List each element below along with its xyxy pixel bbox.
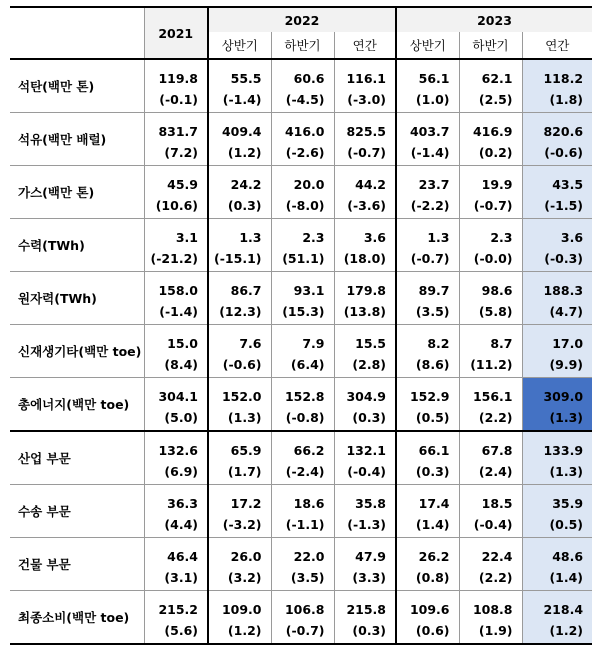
change-cell: (-8.0) <box>271 192 334 219</box>
value-cell: 23.7 <box>396 166 459 193</box>
value-cell: 108.8 <box>459 591 522 618</box>
value-cell: 86.7 <box>208 272 271 299</box>
change-cell: (4.7) <box>522 298 592 325</box>
value-cell: 152.8 <box>271 378 334 405</box>
value-cell: 215.8 <box>334 591 396 618</box>
header-2022-h2: 하반기 <box>271 32 334 59</box>
change-cell: (3.3) <box>334 564 396 591</box>
header-2023-annual: 연간 <box>522 32 592 59</box>
table-row-values <box>10 591 592 618</box>
energy-statistics-table <box>10 6 592 645</box>
change-cell: (-0.8) <box>271 404 334 431</box>
change-cell: (-0.0) <box>459 245 522 272</box>
value-cell: 118.2 <box>522 59 592 86</box>
value-cell: 156.1 <box>459 378 522 405</box>
change-cell: (15.3) <box>271 298 334 325</box>
value-cell: 416.9 <box>459 113 522 140</box>
change-cell: (-2.2) <box>396 192 459 219</box>
header-year-2021: 2021 <box>144 7 208 59</box>
change-cell: (10.6) <box>144 192 208 219</box>
change-cell: (1.2) <box>208 139 271 166</box>
change-cell: (9.9) <box>522 351 592 378</box>
value-cell: 831.7 <box>144 113 208 140</box>
change-cell: (0.2) <box>459 139 522 166</box>
value-cell: 820.6 <box>522 113 592 140</box>
value-cell: 89.7 <box>396 272 459 299</box>
value-cell: 44.2 <box>334 166 396 193</box>
change-cell: (-0.3) <box>522 245 592 272</box>
change-cell: (0.3) <box>208 192 271 219</box>
table-row-values <box>10 272 592 299</box>
change-cell: (1.4) <box>396 511 459 538</box>
change-cell: (12.3) <box>208 298 271 325</box>
value-cell: 46.4 <box>144 538 208 565</box>
header-year-2022: 2022 <box>208 7 396 32</box>
value-cell: 18.6 <box>271 485 334 512</box>
value-cell: 2.3 <box>271 219 334 246</box>
table-row-values <box>10 378 592 405</box>
change-cell: (0.5) <box>522 511 592 538</box>
change-cell: (-15.1) <box>208 245 271 272</box>
change-cell: (2.5) <box>459 86 522 113</box>
value-cell: 36.3 <box>144 485 208 512</box>
change-cell: (8.6) <box>396 351 459 378</box>
value-cell: 66.1 <box>396 431 459 458</box>
change-cell: (4.4) <box>144 511 208 538</box>
change-cell: (5.0) <box>144 404 208 431</box>
change-cell: (51.1) <box>271 245 334 272</box>
table-row-values <box>10 485 592 512</box>
change-cell: (5.6) <box>144 617 208 644</box>
change-cell: (2.8) <box>334 351 396 378</box>
change-cell: (-1.4) <box>208 86 271 113</box>
value-cell: 62.1 <box>459 59 522 86</box>
change-cell: (6.4) <box>271 351 334 378</box>
row-label: 수송 부문 <box>18 504 71 519</box>
change-cell: (1.3) <box>208 404 271 431</box>
value-cell: 152.9 <box>396 378 459 405</box>
change-cell: (3.5) <box>271 564 334 591</box>
row-label: 가스(백만 톤) <box>18 185 95 200</box>
value-cell: 22.0 <box>271 538 334 565</box>
value-cell: 65.9 <box>208 431 271 458</box>
value-cell: 304.1 <box>144 378 208 405</box>
value-cell: 26.0 <box>208 538 271 565</box>
change-cell: (8.4) <box>144 351 208 378</box>
change-cell: (-21.2) <box>144 245 208 272</box>
value-cell: 2.3 <box>459 219 522 246</box>
value-cell: 48.6 <box>522 538 592 565</box>
value-cell: 26.2 <box>396 538 459 565</box>
change-cell: (-1.1) <box>271 511 334 538</box>
table-row-values <box>10 59 592 86</box>
value-cell: 309.0 <box>522 378 592 405</box>
value-cell: 18.5 <box>459 485 522 512</box>
change-cell: (-1.4) <box>396 139 459 166</box>
value-cell: 47.9 <box>334 538 396 565</box>
value-cell: 17.0 <box>522 325 592 352</box>
row-label: 석유(백만 배럴) <box>18 132 107 147</box>
value-cell: 35.9 <box>522 485 592 512</box>
change-cell: (7.2) <box>144 139 208 166</box>
value-cell: 119.8 <box>144 59 208 86</box>
value-cell: 3.6 <box>334 219 396 246</box>
table-row-values <box>10 219 592 246</box>
value-cell: 19.9 <box>459 166 522 193</box>
header-2023-h2: 하반기 <box>459 32 522 59</box>
value-cell: 17.4 <box>396 485 459 512</box>
row-label: 석탄(백만 톤) <box>18 79 95 94</box>
row-label: 원자력(TWh) <box>18 291 97 306</box>
change-cell: (-2.4) <box>271 458 334 485</box>
header-2023-h1: 상반기 <box>396 32 459 59</box>
value-cell: 20.0 <box>271 166 334 193</box>
value-cell: 132.6 <box>144 431 208 458</box>
change-cell: (-0.4) <box>334 458 396 485</box>
value-cell: 106.8 <box>271 591 334 618</box>
change-cell: (1.2) <box>522 617 592 644</box>
change-cell: (11.2) <box>459 351 522 378</box>
change-cell: (1.0) <box>396 86 459 113</box>
value-cell: 1.3 <box>208 219 271 246</box>
row-label: 신재생기타(백만 toe) <box>18 344 142 359</box>
value-cell: 98.6 <box>459 272 522 299</box>
value-cell: 15.0 <box>144 325 208 352</box>
table-row-values <box>10 325 592 352</box>
value-cell: 3.1 <box>144 219 208 246</box>
table-row-values <box>10 166 592 193</box>
value-cell: 109.0 <box>208 591 271 618</box>
change-cell: (3.1) <box>144 564 208 591</box>
value-cell: 8.2 <box>396 325 459 352</box>
value-cell: 1.3 <box>396 219 459 246</box>
value-cell: 158.0 <box>144 272 208 299</box>
change-cell: (1.9) <box>459 617 522 644</box>
value-cell: 93.1 <box>271 272 334 299</box>
value-cell: 35.8 <box>334 485 396 512</box>
change-cell: (2.2) <box>459 564 522 591</box>
change-cell: (-3.2) <box>208 511 271 538</box>
value-cell: 825.5 <box>334 113 396 140</box>
change-cell: (2.2) <box>459 404 522 431</box>
change-cell: (-0.7) <box>396 245 459 272</box>
value-cell: 17.2 <box>208 485 271 512</box>
change-cell: (1.8) <box>522 86 592 113</box>
change-cell: (0.6) <box>396 617 459 644</box>
change-cell: (1.2) <box>208 617 271 644</box>
change-cell: (-1.3) <box>334 511 396 538</box>
table-row-values <box>10 113 592 140</box>
row-label: 총에너지(백만 toe) <box>18 397 130 412</box>
change-cell: (-0.6) <box>522 139 592 166</box>
change-cell: (13.8) <box>334 298 396 325</box>
value-cell: 116.1 <box>334 59 396 86</box>
row-label: 건물 부문 <box>18 557 71 572</box>
change-cell: (-3.6) <box>334 192 396 219</box>
value-cell: 7.6 <box>208 325 271 352</box>
change-cell: (-1.5) <box>522 192 592 219</box>
value-cell: 8.7 <box>459 325 522 352</box>
change-cell: (-0.7) <box>271 617 334 644</box>
header-label-corner <box>10 7 144 59</box>
row-label: 최종소비(백만 toe) <box>18 610 130 625</box>
value-cell: 60.6 <box>271 59 334 86</box>
change-cell: (0.3) <box>334 617 396 644</box>
change-cell: (-3.0) <box>334 86 396 113</box>
value-cell: 3.6 <box>522 219 592 246</box>
change-cell: (1.3) <box>522 458 592 485</box>
change-cell: (3.2) <box>208 564 271 591</box>
value-cell: 132.1 <box>334 431 396 458</box>
value-cell: 218.4 <box>522 591 592 618</box>
value-cell: 15.5 <box>334 325 396 352</box>
value-cell: 56.1 <box>396 59 459 86</box>
header-year-2023: 2023 <box>396 7 592 32</box>
change-cell: (6.9) <box>144 458 208 485</box>
value-cell: 22.4 <box>459 538 522 565</box>
change-cell: (0.3) <box>334 404 396 431</box>
value-cell: 67.8 <box>459 431 522 458</box>
change-cell: (0.3) <box>396 458 459 485</box>
value-cell: 179.8 <box>334 272 396 299</box>
header-row-years <box>10 7 592 32</box>
change-cell: (-0.7) <box>459 192 522 219</box>
change-cell: (0.5) <box>396 404 459 431</box>
value-cell: 7.9 <box>271 325 334 352</box>
change-cell: (1.3) <box>522 404 592 431</box>
value-cell: 66.2 <box>271 431 334 458</box>
value-cell: 304.9 <box>334 378 396 405</box>
header-2022-annual: 연간 <box>334 32 396 59</box>
row-label: 수력(TWh) <box>18 238 85 253</box>
value-cell: 409.4 <box>208 113 271 140</box>
row-label: 산업 부문 <box>18 451 71 466</box>
change-cell: (5.8) <box>459 298 522 325</box>
change-cell: (18.0) <box>334 245 396 272</box>
value-cell: 416.0 <box>271 113 334 140</box>
header-2022-h1: 상반기 <box>208 32 271 59</box>
change-cell: (-0.1) <box>144 86 208 113</box>
value-cell: 188.3 <box>522 272 592 299</box>
change-cell: (3.5) <box>396 298 459 325</box>
change-cell: (-4.5) <box>271 86 334 113</box>
value-cell: 43.5 <box>522 166 592 193</box>
value-cell: 133.9 <box>522 431 592 458</box>
value-cell: 215.2 <box>144 591 208 618</box>
value-cell: 55.5 <box>208 59 271 86</box>
change-cell: (2.4) <box>459 458 522 485</box>
change-cell: (-0.6) <box>208 351 271 378</box>
change-cell: (-0.4) <box>459 511 522 538</box>
change-cell: (1.7) <box>208 458 271 485</box>
change-cell: (-0.7) <box>334 139 396 166</box>
value-cell: 403.7 <box>396 113 459 140</box>
table-row-values <box>10 538 592 565</box>
table-body <box>10 59 592 644</box>
table-row-values <box>10 431 592 458</box>
value-cell: 24.2 <box>208 166 271 193</box>
change-cell: (-2.6) <box>271 139 334 166</box>
change-cell: (0.8) <box>396 564 459 591</box>
value-cell: 45.9 <box>144 166 208 193</box>
change-cell: (-1.4) <box>144 298 208 325</box>
value-cell: 109.6 <box>396 591 459 618</box>
value-cell: 152.0 <box>208 378 271 405</box>
change-cell: (1.4) <box>522 564 592 591</box>
